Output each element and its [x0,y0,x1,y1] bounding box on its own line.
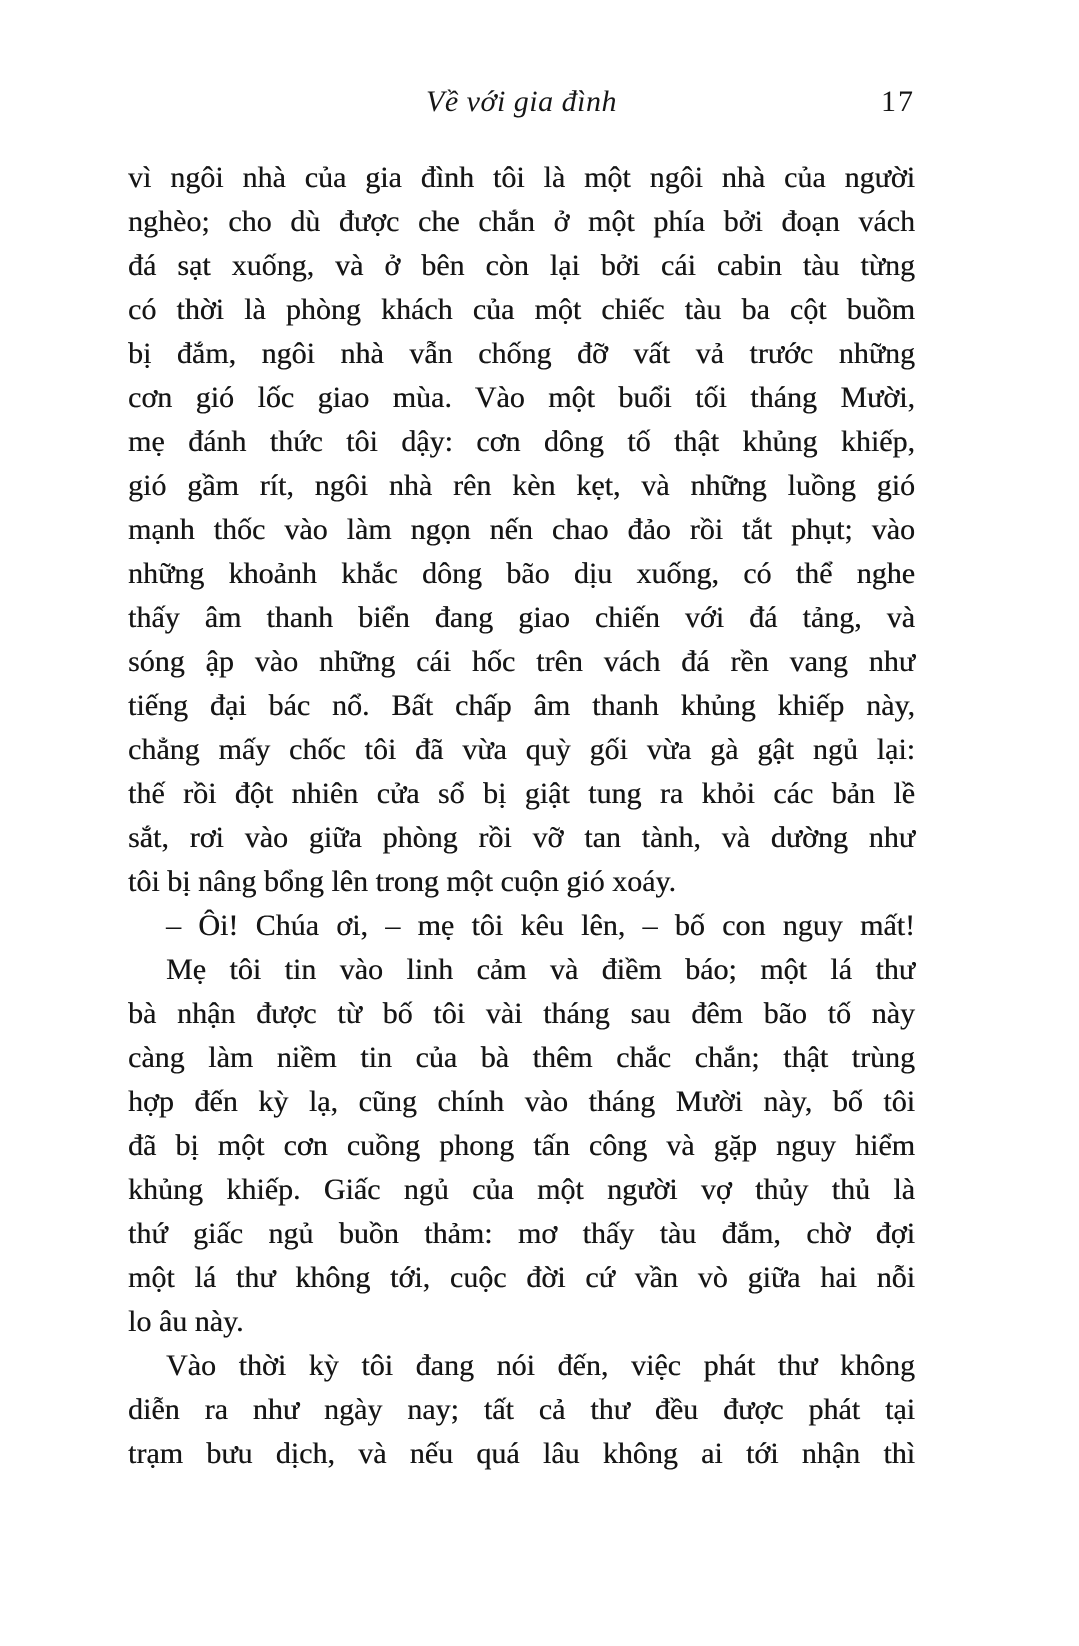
text-line: thế rồi đột nhiên cửa sổ bị giật tung ra khỏi các bản lề [128,777,915,810]
text-line: thứ giấc ngủ buồn thảm: mơ thấy tàu đắm, chờ đợi [128,1217,915,1250]
text-line: cơn gió lốc giao mùa. Vào một buổi tối tháng Mười, [128,381,915,414]
text-line: gió gầm rít, ngôi nhà rên kèn kẹt, và những luồng gió [128,469,915,502]
text-line: hợp đến kỳ lạ, cũng chính vào tháng Mười này, bố tôi [128,1085,915,1118]
text-line: Mẹ tôi tin vào linh cảm và điềm báo; một lá thư [166,953,915,986]
text-line: có thời là phòng khách của một chiếc tàu ba cột buồm [128,293,915,326]
text-line: càng làm niềm tin của bà thêm chắc chắn; thật trùng [128,1041,915,1074]
text-line: khủng khiếp. Giấc ngủ của một người vợ thủy thủ là [128,1173,915,1206]
text-line: những khoảnh khắc dông bão dịu xuống, có thể nghe [128,557,915,590]
paragraph [128,904,915,948]
page-number: 17 [881,85,915,118]
text-line: diễn ra như ngày nay; tất cả thư đều được phát tại [128,1393,915,1426]
text-line: – Ôi! Chúa ơi, – mẹ tôi kêu lên, – bố con nguy mất! [166,909,915,942]
text-line: chẳng mấy chốc tôi đã vừa quỳ gối vừa gà gật ngủ lại: [128,733,915,766]
text-line: đã bị một cơn cuồng phong tấn công và gặp nguy hiểm [128,1129,915,1162]
header-title: Về với gia đình [426,85,617,118]
text-line: mạnh thốc vào làm ngọn nến chao đảo rồi tắt phụt; vào [128,513,915,546]
text-line: đá sạt xuống, và ở bên còn lại bởi cái cabin tàu từng [128,249,915,282]
body-text [128,156,915,1476]
text-line: bị đắm, ngôi nhà vẫn chống đỡ vất vả trước những [128,337,915,370]
text-line: thấy âm thanh biển đang giao chiến với đá tảng, và [128,601,915,634]
paragraph [128,156,915,904]
text-line: một lá thư không tới, cuộc đời cứ vần vò giữa hai nỗi [128,1261,915,1294]
text-line: bà nhận được từ bố tôi vài tháng sau đêm bão tố này [128,997,915,1030]
text-line: sắt, rơi vào giữa phòng rồi vỡ tan tành, và dường như [128,821,915,854]
text-line: mẹ đánh thức tôi dậy: cơn dông tố thật khủng khiếp, [128,425,915,458]
paragraph [128,1344,915,1476]
text-line: vì ngôi nhà của gia đình tôi là một ngôi nhà của người [128,161,915,194]
text-line: tôi bị nâng bổng lên trong một cuộn gió xoáy. [128,865,676,898]
text-line: lo âu này. [128,1305,244,1338]
paragraph [128,948,915,1344]
text-line: sóng ập vào những cái hốc trên vách đá rền vang như [128,645,915,678]
text-column [128,82,915,1476]
text-line: Vào thời kỳ tôi đang nói đến, việc phát thư không [166,1349,915,1382]
running-header [128,82,915,122]
text-line: tiếng đại bác nổ. Bất chấp âm thanh khủng khiếp này, [128,689,915,722]
text-line: trạm bưu dịch, và nếu quá lâu không ai tới nhận thì [128,1437,915,1470]
text-line: nghèo; cho dù được che chắn ở một phía bởi đoạn vách [128,205,915,238]
